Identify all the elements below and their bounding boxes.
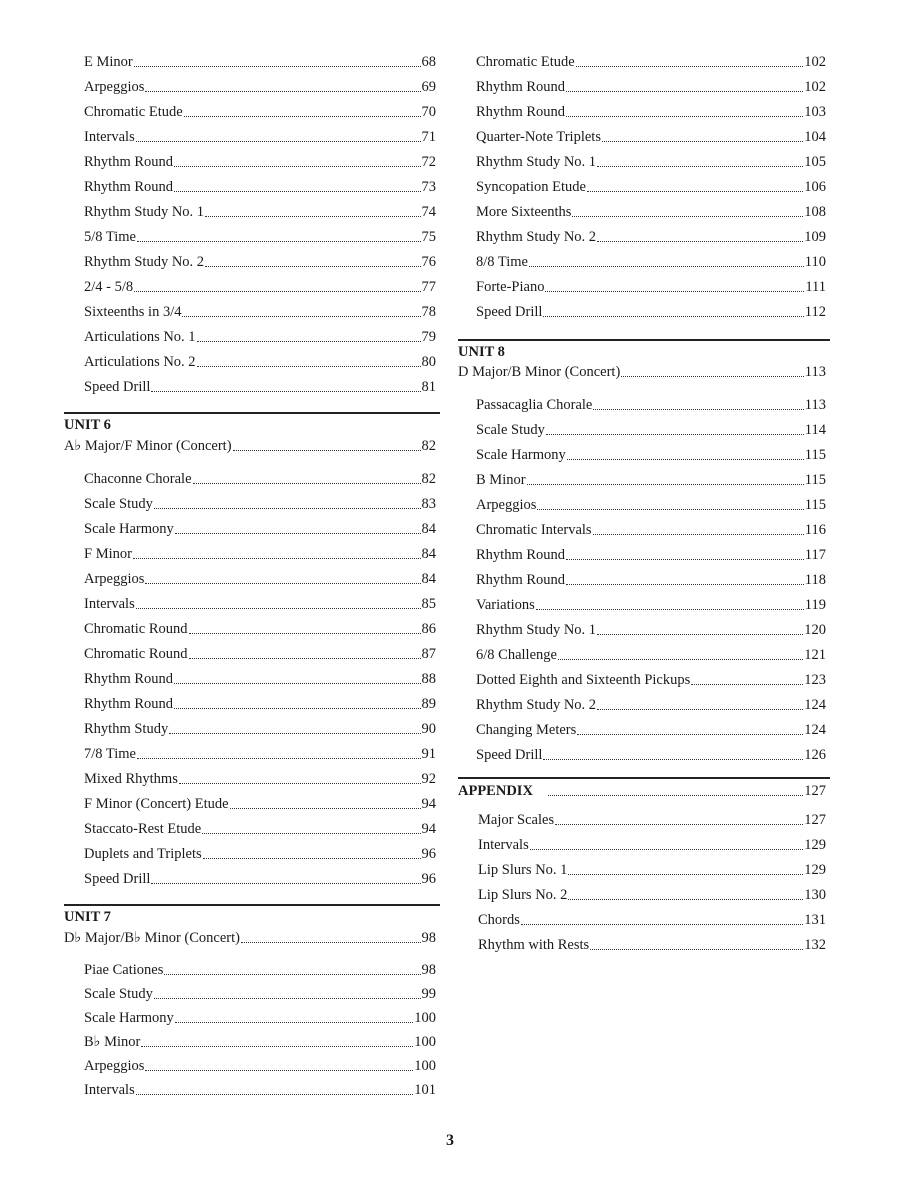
toc-entry bbox=[84, 1057, 436, 1075]
toc-entry bbox=[84, 545, 436, 563]
entry-title: E Minor bbox=[84, 54, 133, 70]
toc-entry bbox=[478, 861, 826, 879]
entry-title: 5/8 Time bbox=[84, 229, 136, 245]
dot-leader bbox=[197, 366, 421, 367]
dot-leader bbox=[203, 858, 421, 859]
dot-leader bbox=[546, 434, 804, 435]
dot-leader bbox=[543, 316, 803, 317]
dot-leader bbox=[189, 633, 421, 634]
entry-title: Speed Drill bbox=[476, 747, 543, 763]
entry-page-number: 84 bbox=[421, 571, 436, 587]
appendix-rule bbox=[458, 777, 830, 779]
entry-title: Rhythm Study No. 1 bbox=[476, 622, 597, 638]
entry-page-number: 115 bbox=[804, 472, 826, 488]
dot-leader bbox=[136, 1094, 414, 1095]
toc-entry bbox=[476, 303, 826, 321]
toc-entry bbox=[476, 571, 826, 589]
entry-title: F Minor bbox=[84, 546, 132, 562]
toc-entry bbox=[84, 470, 436, 488]
dot-leader bbox=[567, 459, 804, 460]
entry-title: Intervals bbox=[478, 837, 529, 853]
toc-entry bbox=[476, 746, 826, 764]
entry-title: Chromatic Etude bbox=[476, 54, 575, 70]
entry-title: 2/4 - 5/8 bbox=[84, 279, 134, 295]
dot-leader bbox=[134, 66, 421, 67]
entry-title: Sixteenths in 3/4 bbox=[84, 304, 182, 320]
entry-page-number: 98 bbox=[421, 962, 436, 978]
dot-leader bbox=[527, 484, 804, 485]
dot-leader bbox=[566, 559, 804, 560]
entry-page-number: 100 bbox=[414, 1010, 436, 1026]
entry-title: Rhythm Round bbox=[476, 547, 566, 563]
dot-leader bbox=[545, 291, 804, 292]
entry-page-number: 120 bbox=[804, 622, 826, 638]
toc-entry bbox=[84, 985, 436, 1003]
dot-leader bbox=[175, 533, 421, 534]
entry-page-number: 115 bbox=[804, 447, 826, 463]
entry-title: Scale Harmony bbox=[476, 447, 566, 463]
dot-leader bbox=[691, 684, 803, 685]
entry-title: Intervals bbox=[84, 1082, 135, 1098]
dot-leader bbox=[536, 609, 804, 610]
dot-leader bbox=[233, 450, 421, 451]
entry-title: Rhythm Round bbox=[476, 572, 566, 588]
dot-leader bbox=[566, 91, 803, 92]
entry-page-number: 89 bbox=[421, 696, 436, 712]
entry-page-number: 116 bbox=[804, 522, 826, 538]
toc-entry bbox=[476, 621, 826, 639]
entry-page-number: 70 bbox=[421, 104, 436, 120]
toc-entry bbox=[84, 961, 436, 979]
entry-page-number: 129 bbox=[804, 862, 826, 878]
toc-entry bbox=[478, 886, 826, 904]
toc-entry bbox=[476, 446, 826, 464]
entry-page-number: 113 bbox=[804, 397, 826, 413]
entry-title: Rhythm Study No. 1 bbox=[84, 204, 205, 220]
entry-title: Lip Slurs No. 1 bbox=[478, 862, 568, 878]
toc-entry bbox=[84, 695, 436, 713]
entry-page-number: 126 bbox=[804, 747, 826, 763]
toc-entry bbox=[476, 396, 826, 414]
entry-page-number: 96 bbox=[421, 846, 436, 862]
entry-title: Rhythm Study bbox=[84, 721, 169, 737]
dot-leader bbox=[145, 1070, 413, 1071]
dot-leader bbox=[174, 191, 420, 192]
entry-page-number: 90 bbox=[421, 721, 436, 737]
dot-leader bbox=[154, 998, 421, 999]
toc-entry bbox=[84, 670, 436, 688]
entry-title: Arpeggios bbox=[84, 79, 145, 95]
dot-leader bbox=[151, 391, 420, 392]
entry-page-number: 130 bbox=[804, 887, 826, 903]
dot-leader bbox=[572, 216, 803, 217]
toc-entry bbox=[84, 770, 436, 788]
toc-entry bbox=[84, 595, 436, 613]
dot-leader bbox=[145, 583, 420, 584]
entry-page-number: 68 bbox=[421, 54, 436, 70]
dot-leader bbox=[555, 824, 803, 825]
dot-leader bbox=[182, 316, 420, 317]
entry-title: Piae Cationes bbox=[84, 962, 164, 978]
entry-page-number: 84 bbox=[421, 521, 436, 537]
toc-entry bbox=[84, 520, 436, 538]
dot-leader bbox=[587, 191, 803, 192]
toc-entry bbox=[476, 546, 826, 564]
dot-leader bbox=[193, 483, 421, 484]
entry-title: B♭ Minor bbox=[84, 1034, 141, 1050]
entry-page-number: 112 bbox=[804, 304, 826, 320]
dot-leader bbox=[145, 91, 420, 92]
entry-page-number: 73 bbox=[421, 179, 436, 195]
unit-key-line bbox=[64, 437, 436, 455]
toc-entry bbox=[84, 870, 436, 888]
dot-leader bbox=[597, 634, 803, 635]
entry-title: Chords bbox=[478, 912, 520, 928]
entry-title: Dotted Eighth and Sixteenth Pickups bbox=[476, 672, 691, 688]
entry-title: Arpeggios bbox=[84, 1058, 145, 1074]
entry-page-number: 78 bbox=[421, 304, 436, 320]
entry-title: Scale Study bbox=[476, 422, 545, 438]
entry-title: Rhythm Round bbox=[476, 79, 566, 95]
entry-page-number: 111 bbox=[805, 279, 826, 295]
entry-page-number: 87 bbox=[421, 646, 436, 662]
dot-leader bbox=[530, 849, 804, 850]
entry-title: Major Scales bbox=[478, 812, 555, 828]
entry-title: Chaconne Chorale bbox=[84, 471, 192, 487]
entry-page-number: 124 bbox=[804, 697, 826, 713]
entry-page-number: 86 bbox=[421, 621, 436, 637]
entry-title: Articulations No. 2 bbox=[84, 354, 196, 370]
entry-title: Articulations No. 1 bbox=[84, 329, 196, 345]
dot-leader bbox=[566, 116, 803, 117]
entry-title: Rhythm Round bbox=[84, 154, 174, 170]
dot-leader bbox=[593, 409, 803, 410]
dot-leader bbox=[202, 833, 420, 834]
entry-page-number: 91 bbox=[421, 746, 436, 762]
entry-title: Scale Harmony bbox=[84, 1010, 174, 1026]
toc-entry bbox=[476, 696, 826, 714]
dot-leader bbox=[197, 341, 421, 342]
dot-leader bbox=[141, 1046, 413, 1047]
dot-leader bbox=[164, 974, 420, 975]
dot-leader bbox=[597, 166, 803, 167]
toc-entry bbox=[84, 353, 436, 371]
toc-entry bbox=[476, 128, 826, 146]
entry-title: Speed Drill bbox=[84, 871, 151, 887]
dot-leader bbox=[566, 584, 804, 585]
dot-leader bbox=[590, 949, 803, 950]
toc-entry bbox=[476, 253, 826, 271]
dot-leader bbox=[174, 708, 420, 709]
toc-entry bbox=[478, 911, 826, 929]
entry-title: Chromatic Round bbox=[84, 621, 188, 637]
toc-entry bbox=[476, 103, 826, 121]
entry-title: Speed Drill bbox=[476, 304, 543, 320]
toc-entry bbox=[478, 836, 826, 854]
entry-title: Rhythm Study No. 2 bbox=[476, 229, 597, 245]
toc-entry bbox=[84, 278, 436, 296]
entry-title: Mixed Rhythms bbox=[84, 771, 178, 787]
entry-page-number: 98 bbox=[421, 930, 436, 946]
dot-leader bbox=[241, 942, 421, 943]
entry-title: 6/8 Challenge bbox=[476, 647, 557, 663]
entry-title: Lip Slurs No. 2 bbox=[478, 887, 568, 903]
entry-title: 8/8 Time bbox=[476, 254, 528, 270]
entry-page-number: 92 bbox=[421, 771, 436, 787]
entry-title: A♭ Major/F Minor (Concert) bbox=[64, 438, 232, 454]
dot-leader bbox=[568, 874, 803, 875]
dot-leader bbox=[205, 216, 420, 217]
entry-title: Rhythm with Rests bbox=[478, 937, 590, 953]
toc-entry bbox=[84, 228, 436, 246]
entry-page-number: 102 bbox=[804, 54, 826, 70]
dot-leader bbox=[174, 683, 420, 684]
toc-entry bbox=[84, 1009, 436, 1027]
toc-entry bbox=[476, 278, 826, 296]
entry-title: Rhythm Study No. 2 bbox=[84, 254, 205, 270]
entry-page-number: 80 bbox=[421, 354, 436, 370]
entry-title: Speed Drill bbox=[84, 379, 151, 395]
entry-title: Staccato-Rest Etude bbox=[84, 821, 202, 837]
toc-entry bbox=[84, 720, 436, 738]
entry-title: Chromatic Intervals bbox=[476, 522, 592, 538]
entry-page-number: 129 bbox=[804, 837, 826, 853]
entry-page-number: 82 bbox=[421, 471, 436, 487]
entry-title: Arpeggios bbox=[476, 497, 537, 513]
dot-leader bbox=[137, 241, 421, 242]
entry-page-number: 96 bbox=[421, 871, 436, 887]
entry-title: Scale Harmony bbox=[84, 521, 174, 537]
toc-entry bbox=[476, 671, 826, 689]
entry-page-number: 74 bbox=[421, 204, 436, 220]
entry-title: Scale Study bbox=[84, 496, 153, 512]
entry-title: Passacaglia Chorale bbox=[476, 397, 593, 413]
toc-entry bbox=[84, 253, 436, 271]
entry-page-number: 84 bbox=[421, 546, 436, 562]
entry-page-number: 105 bbox=[804, 154, 826, 170]
toc-entry bbox=[84, 620, 436, 638]
dot-leader bbox=[529, 266, 804, 267]
dot-leader bbox=[558, 659, 803, 660]
entry-title: F Minor (Concert) Etude bbox=[84, 796, 229, 812]
entry-page-number: 108 bbox=[804, 204, 826, 220]
toc-entry bbox=[476, 471, 826, 489]
entry-page-number: 124 bbox=[804, 722, 826, 738]
toc-entry bbox=[84, 153, 436, 171]
entry-page-number: 104 bbox=[804, 129, 826, 145]
entry-page-number: 101 bbox=[414, 1082, 436, 1098]
page-number: 3 bbox=[446, 1132, 454, 1149]
toc-entry bbox=[476, 646, 826, 664]
dot-leader bbox=[576, 66, 804, 67]
entry-page-number: 71 bbox=[421, 129, 436, 145]
entry-page-number: 127 bbox=[804, 783, 826, 799]
toc-entry bbox=[478, 811, 826, 829]
dot-leader bbox=[537, 509, 803, 510]
entry-title: Forte-Piano bbox=[476, 279, 545, 295]
entry-page-number: 79 bbox=[421, 329, 436, 345]
entry-title: Chromatic Round bbox=[84, 646, 188, 662]
dot-leader bbox=[597, 241, 803, 242]
dot-leader bbox=[184, 116, 421, 117]
entry-page-number: 121 bbox=[804, 647, 826, 663]
dot-leader bbox=[593, 534, 804, 535]
dot-leader bbox=[548, 795, 803, 796]
toc-entry bbox=[84, 645, 436, 663]
entry-page-number: 94 bbox=[421, 796, 436, 812]
entry-title: Arpeggios bbox=[84, 571, 145, 587]
toc-entry bbox=[476, 721, 826, 739]
dot-leader bbox=[543, 759, 803, 760]
dot-leader bbox=[169, 733, 420, 734]
entry-title: Scale Study bbox=[84, 986, 153, 1002]
toc-entry bbox=[84, 745, 436, 763]
unit-heading: UNIT 8 bbox=[458, 339, 830, 360]
entry-title: Rhythm Round bbox=[476, 104, 566, 120]
dot-leader bbox=[154, 508, 421, 509]
entry-page-number: 100 bbox=[414, 1034, 436, 1050]
entry-title: Rhythm Round bbox=[84, 671, 174, 687]
toc-entry bbox=[476, 228, 826, 246]
entry-title: Quarter-Note Triplets bbox=[476, 129, 601, 145]
entry-page-number: 103 bbox=[804, 104, 826, 120]
dot-leader bbox=[137, 758, 421, 759]
entry-title: Duplets and Triplets bbox=[84, 846, 202, 862]
toc-entry bbox=[84, 495, 436, 513]
dot-leader bbox=[205, 266, 420, 267]
toc-entry bbox=[476, 421, 826, 439]
entry-title: Intervals bbox=[84, 129, 135, 145]
toc-entry bbox=[476, 153, 826, 171]
dot-leader bbox=[136, 608, 421, 609]
toc-entry bbox=[84, 53, 436, 71]
entry-page-number: 110 bbox=[804, 254, 826, 270]
entry-title: D Major/B Minor (Concert) bbox=[458, 364, 621, 380]
entry-page-number: 118 bbox=[804, 572, 826, 588]
toc-entry bbox=[84, 1033, 436, 1051]
unit-heading: UNIT 6 bbox=[64, 412, 440, 433]
entry-title: Variations bbox=[476, 597, 535, 613]
entry-page-number: 123 bbox=[804, 672, 826, 688]
entry-page-number: 99 bbox=[421, 986, 436, 1002]
entry-page-number: 88 bbox=[421, 671, 436, 687]
entry-page-number: 102 bbox=[804, 79, 826, 95]
toc-entry bbox=[478, 936, 826, 954]
dot-leader bbox=[189, 658, 421, 659]
dot-leader bbox=[134, 291, 420, 292]
toc-entry bbox=[476, 596, 826, 614]
entry-page-number: 85 bbox=[421, 596, 436, 612]
appendix-heading bbox=[458, 782, 826, 800]
dot-leader bbox=[621, 376, 803, 377]
toc-entry bbox=[476, 496, 826, 514]
entry-title: More Sixteenths bbox=[476, 204, 572, 220]
entry-title: Rhythm Study No. 2 bbox=[476, 697, 597, 713]
entry-page-number: 94 bbox=[421, 821, 436, 837]
entry-title: Changing Meters bbox=[476, 722, 577, 738]
entry-page-number: 83 bbox=[421, 496, 436, 512]
unit-key-line bbox=[458, 363, 826, 381]
dot-leader bbox=[602, 141, 803, 142]
dot-leader bbox=[136, 141, 421, 142]
toc-entry bbox=[84, 203, 436, 221]
dot-leader bbox=[174, 166, 420, 167]
toc-entry bbox=[84, 328, 436, 346]
entry-page-number: 69 bbox=[421, 79, 436, 95]
entry-page-number: 131 bbox=[804, 912, 826, 928]
dot-leader bbox=[179, 783, 421, 784]
entry-title: Rhythm Round bbox=[84, 696, 174, 712]
dot-leader bbox=[568, 899, 803, 900]
dot-leader bbox=[175, 1022, 413, 1023]
unit-heading: UNIT 7 bbox=[64, 904, 440, 925]
toc-entry bbox=[84, 303, 436, 321]
entry-page-number: 113 bbox=[804, 364, 826, 380]
entry-title: Intervals bbox=[84, 596, 135, 612]
entry-page-number: 82 bbox=[421, 438, 436, 454]
dot-leader bbox=[151, 883, 420, 884]
entry-title: APPENDIX bbox=[458, 783, 533, 799]
entry-page-number: 72 bbox=[421, 154, 436, 170]
entry-page-number: 127 bbox=[804, 812, 826, 828]
toc-entry bbox=[84, 78, 436, 96]
dot-leader bbox=[597, 709, 803, 710]
toc-entry bbox=[476, 521, 826, 539]
toc-entry bbox=[84, 178, 436, 196]
entry-page-number: 100 bbox=[414, 1058, 436, 1074]
dot-leader bbox=[521, 924, 803, 925]
entry-title: Rhythm Study No. 1 bbox=[476, 154, 597, 170]
toc-entry bbox=[84, 570, 436, 588]
entry-page-number: 109 bbox=[804, 229, 826, 245]
entry-page-number: 77 bbox=[421, 279, 436, 295]
toc-entry bbox=[476, 78, 826, 96]
toc-entry bbox=[476, 178, 826, 196]
entry-title: D♭ Major/B♭ Minor (Concert) bbox=[64, 930, 240, 946]
entry-page-number: 114 bbox=[804, 422, 826, 438]
toc-entry bbox=[476, 53, 826, 71]
entry-title: Rhythm Round bbox=[84, 179, 174, 195]
toc-entry bbox=[84, 1081, 436, 1099]
entry-page-number: 75 bbox=[421, 229, 436, 245]
entry-title: Chromatic Etude bbox=[84, 104, 183, 120]
entry-page-number: 76 bbox=[421, 254, 436, 270]
entry-title: Syncopation Etude bbox=[476, 179, 586, 195]
entry-page-number: 117 bbox=[804, 547, 826, 563]
entry-page-number: 132 bbox=[804, 937, 826, 953]
entry-page-number: 81 bbox=[421, 379, 436, 395]
entry-page-number: 119 bbox=[804, 597, 826, 613]
dot-leader bbox=[133, 558, 421, 559]
toc-entry bbox=[84, 795, 436, 813]
unit-key-line bbox=[64, 929, 436, 947]
toc-entry bbox=[84, 128, 436, 146]
toc-entry bbox=[84, 378, 436, 396]
toc-entry bbox=[84, 103, 436, 121]
entry-title: B Minor bbox=[476, 472, 526, 488]
toc-entry bbox=[476, 203, 826, 221]
entry-page-number: 106 bbox=[804, 179, 826, 195]
dot-leader bbox=[230, 808, 421, 809]
toc-entry bbox=[84, 845, 436, 863]
entry-title: 7/8 Time bbox=[84, 746, 136, 762]
toc-entry bbox=[84, 820, 436, 838]
entry-page-number: 115 bbox=[804, 497, 826, 513]
dot-leader bbox=[577, 734, 803, 735]
